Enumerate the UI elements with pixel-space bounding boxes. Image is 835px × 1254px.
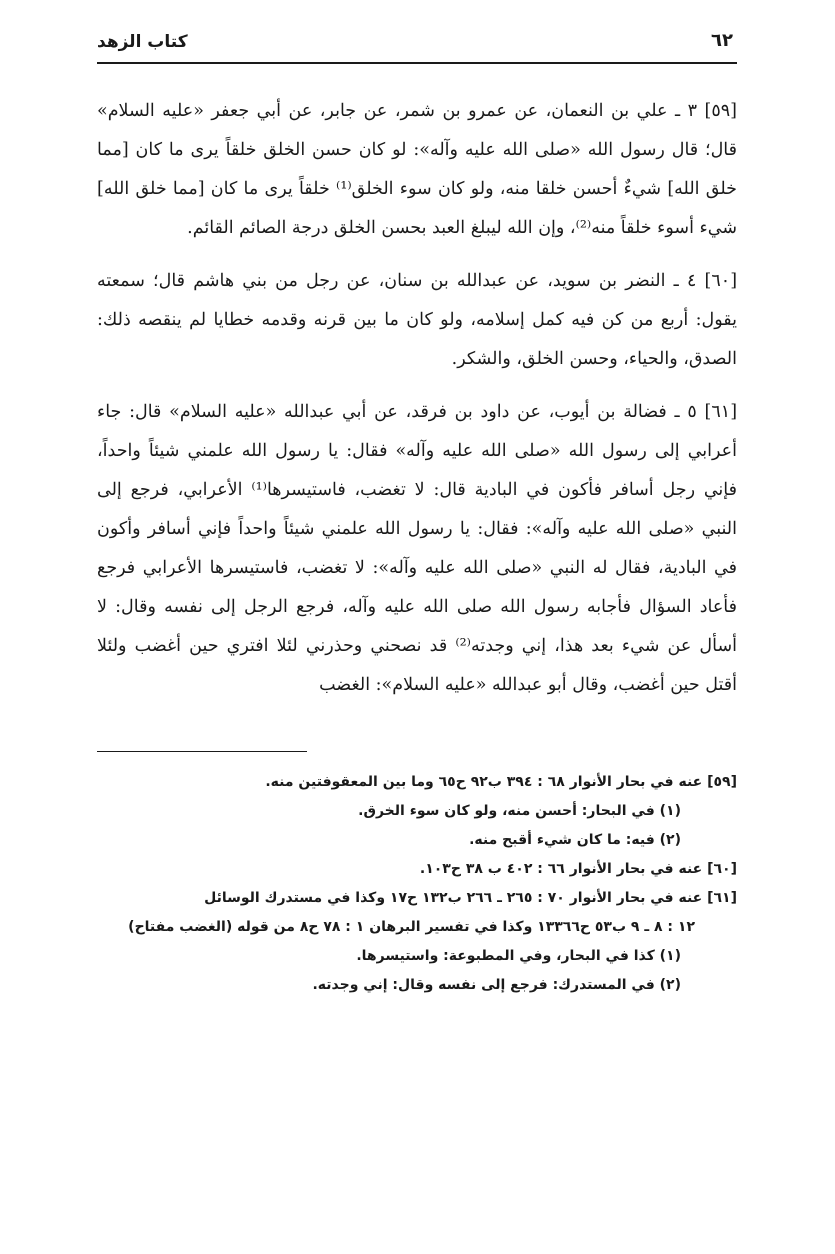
running-header [97,26,737,64]
footnote-divider [97,751,307,752]
book-page [97,26,737,1000]
footnotes [97,768,737,1000]
footnote-note: (١) كذا في البحار، وفي المطبوعة: واستيسرها. [356,948,681,964]
footnote-note: (٢) فيه: ما كان شيء أقبح منه. [469,832,681,848]
book-title: كتاب الزهد [97,32,188,52]
footnote-note: (٢) في المستدرك: فرجع إلى نفسه وقال: إني وجدته. [312,977,681,993]
footnote-source: [٦٠] عنه في بحار الأنوار ٦٦ : ٤٠٢ ب ٣٨ ح١٠٣. [419,861,737,877]
footnote-source: [٦١] عنه في بحار الأنوار ٧٠ : ٢٦٥ ـ ٢٦٦ ب١٣٢ ح١٧ وكذا في مستدرك الوسائل [204,890,737,906]
footnote-source-continued: ١٢ : ٨ ـ ٩ ب٥٣ ح١٣٣٦٦ وكذا في تفسير البرهان ١ : ٧٨ ح٨ من قوله (الغضب مفتاح) [128,919,695,935]
page-number: ٦٢ [711,30,733,51]
hadith-paragraph: [٥٩] ٣ ـ علي بن النعمان، عن عمرو بن شمر، عن جابر، عن أبي جعفر «عليه السلام» قال؛ قال رسول الله «صلى الله عليه وآله»: لو كان حسن الخلق خلقاً يرى ما كان [مما خلق الله] شيءٌ أحسن خلقا منه، ولو كان سوء الخلق⁽¹⁾ خلقاً يرى ما كان [مما خلق الله] شيء أسوء خلقاً منه⁽²⁾، وإن الله ليبلغ العبد بحسن الخلق درجة الصائم القائم. [97,101,737,238]
footnote-source: [٥٩] عنه في بحار الأنوار ٦٨ : ٣٩٤ ب٩٢ ح٦٥ وما بين المعقوفتين منه. [265,774,737,790]
hadith-paragraph: [٦٠] ٤ ـ النضر بن سويد، عن عبدالله بن سنان، عن رجل من بني هاشم قال؛ سمعته يقول: أربع من كن فيه كمل إسلامه، ولو كان ما بين قرنه وقدمه خطايا لم ينقصه ذلك: الصدق، والحياء، وحسن الخلق، والشكر. [97,271,738,369]
main-text [97,92,737,705]
hadith-paragraph: [٦١] ٥ ـ فضالة بن أيوب، عن داود بن فرقد، عن أبي عبدالله «عليه السلام» قال: جاء أعرابي إلى رسول الله «صلى الله عليه وآله» فقال: يا رسول الله علمني شيئاً واحداً، فإني رجل أسافر فأكون في البادية قال: لا تغضب، فاستيسرها⁽¹⁾ الأعرابي، فرجع إلى النبي «صلى الله عليه وآله»: فقال: يا رسول الله علمني شيئاً واحداً فإني أسافر وأكون في البادية، فقال له النبي «صلى الله عليه وآله»: لا تغضب، فاستيسرها الأعرابي فرجع فأعاد السؤال فأجابه رسول الله صلى الله عليه وآله، فرجع الرجل إلى نفسه وقال: لا أسأل عن شيء بعد هذا، إني وجدته⁽²⁾ قد نصحني وحذرني لئلا افتري حين أغضب ولئلا أقتل حين أغضب، وقال أبو عبدالله «عليه السلام»: الغضب [97,402,738,695]
footnote-note: (١) في البحار: أحسن منه، ولو كان سوء الخرق. [358,803,681,819]
